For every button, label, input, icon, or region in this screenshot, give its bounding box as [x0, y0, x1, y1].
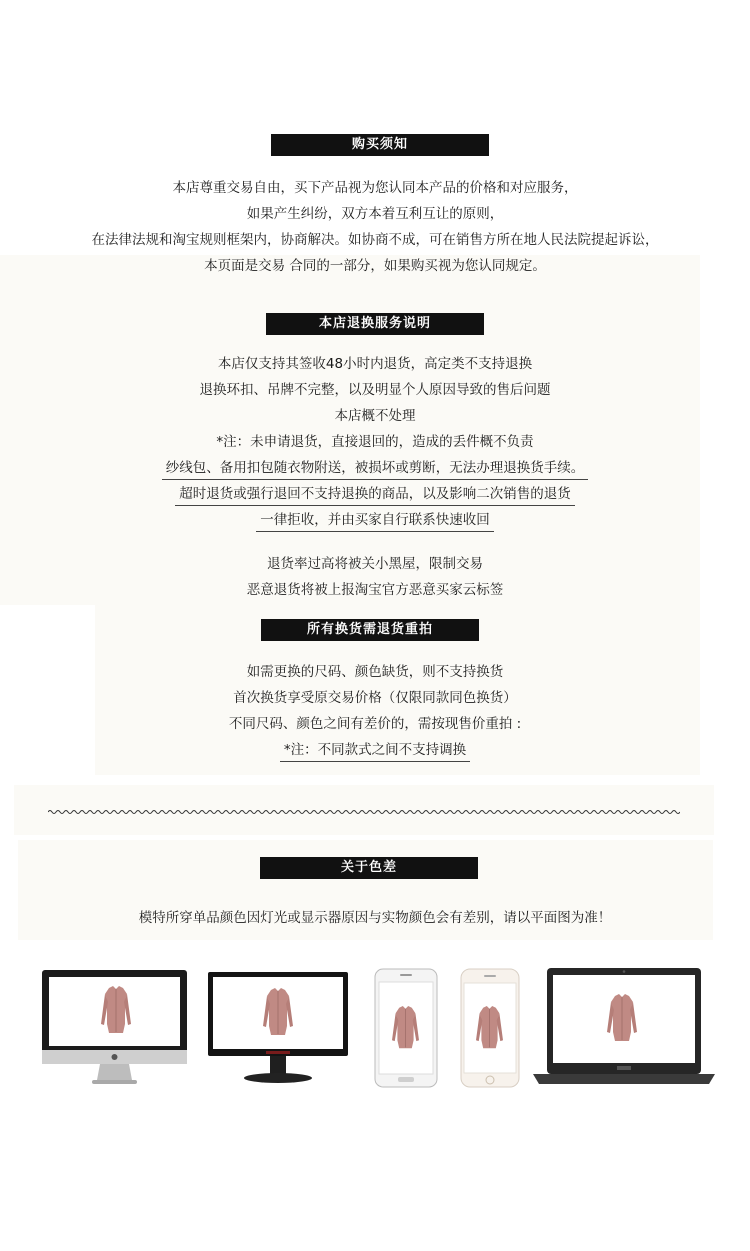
return-line: 退货率过高将被关小黑屋，限制交易 — [267, 556, 483, 572]
wavy-divider — [48, 808, 680, 816]
iphone-icon — [460, 968, 520, 1088]
return-line: 本店概不处理 — [334, 408, 416, 424]
android-phone-icon — [374, 968, 438, 1088]
return-line-underlined: 纱线包、备用扣包随衣物附送，被损坏或剪断，无法办理退换货手续。 — [162, 460, 589, 480]
laptop-icon — [533, 968, 715, 1086]
return-line — [0, 459, 750, 477]
return-line — [0, 485, 750, 503]
return-line: 恶意退货将被上报淘宝官方恶意买家云标签 — [246, 582, 504, 598]
return-line — [0, 511, 750, 529]
exchange-line: 如需更换的尺码、颜色缺货，则不支持换货 — [246, 664, 504, 680]
purchase-line: 本店尊重交易自由，买下产品视为您认同本产品的价格和对应服务， — [172, 180, 578, 196]
background-band — [0, 255, 700, 605]
exchange-line-underlined: *注：不同款式之间不支持调换 — [280, 742, 470, 762]
color-difference-text: 模特所穿单品颜色因灯光或显示器原因与实物颜色会有差别，请以平面图为准！ — [138, 910, 612, 926]
return-line-underlined: 一律拒收，并由买家自行联系快速收回 — [256, 512, 494, 532]
return-line: *注：未申请退货，直接退回的，造成的丢件概不负责 — [216, 434, 534, 450]
exchange-line: 不同尺码、颜色之间有差价的，需按现售价重拍 : — [228, 716, 522, 732]
return-policy-heading: 本店退换服务说明 — [266, 313, 484, 335]
imac-icon — [42, 970, 187, 1088]
color-difference-heading: 关于色差 — [260, 857, 478, 879]
purchase-line: 本页面是交易 合同的一部分，如果购买视为您认同规定。 — [204, 258, 546, 274]
return-line-underlined: 超时退货或强行退回不支持退换的商品，以及影响二次销售的退货 — [175, 486, 575, 506]
monitor-icon — [208, 972, 348, 1088]
exchange-line — [0, 741, 750, 759]
purchase-line: 如果产生纠纷，双方本着互利互让的原则， — [246, 206, 504, 222]
purchase-line: 在法律法规和淘宝规则框架内，协商解决。如协商不成，可在销售方所在地人民法院提起诉讼， — [91, 232, 659, 248]
return-line: 退换环扣、吊牌不完整，以及明显个人原因导致的售后问题 — [199, 382, 551, 398]
exchange-line: 首次换货享受原交易价格（仅限同款同色换货） — [233, 690, 517, 706]
return-line: 本店仅支持其签收48小时内退货，高定类不支持退换 — [217, 356, 533, 372]
purchase-notice-heading: 购买须知 — [271, 134, 489, 156]
exchange-heading: 所有换货需退货重拍 — [261, 619, 479, 641]
